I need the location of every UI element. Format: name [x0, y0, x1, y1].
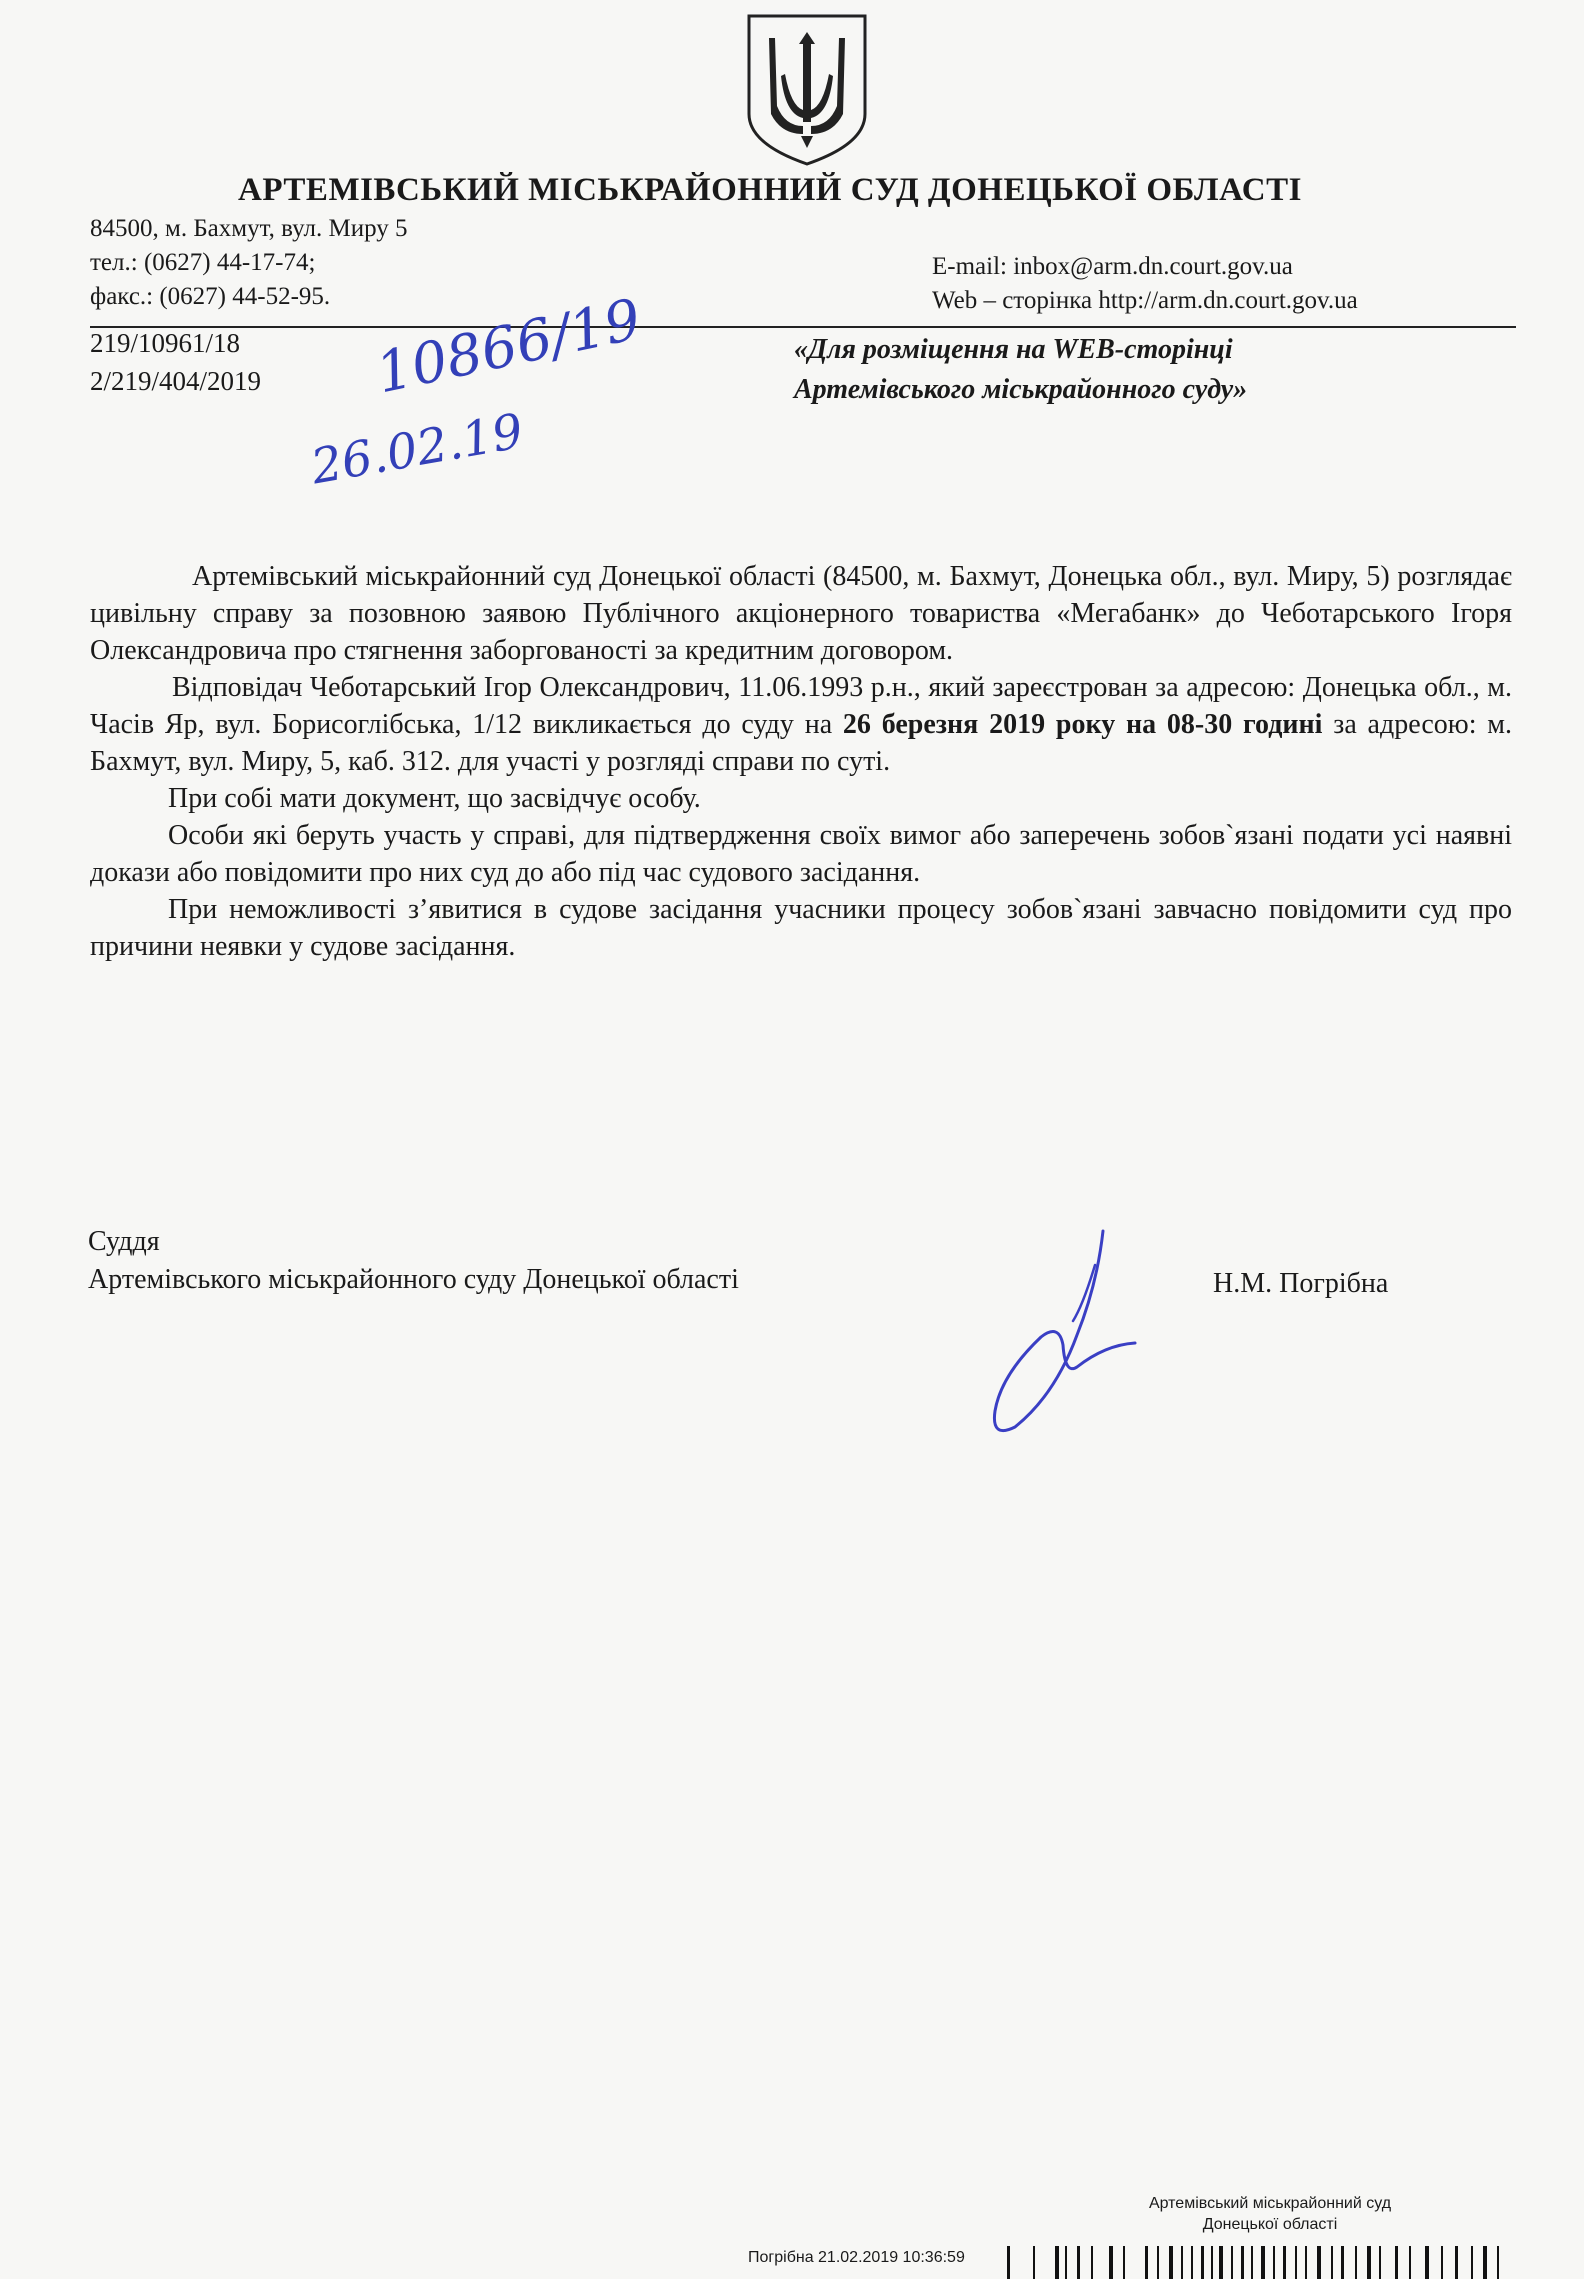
web-note-line-2: Артемівського міськрайонного суду»	[794, 374, 1248, 405]
court-address: 84500, м. Бахмут, вул. Миру 5	[90, 215, 408, 242]
case-references	[90, 324, 261, 400]
footer-court-name	[1090, 2193, 1450, 2235]
case-number: 219/10961/18	[90, 328, 241, 358]
paragraph-id-document: При собі мати документ, що засвідчує особу.	[168, 783, 701, 814]
paragraph-evidence: Особи які беруть участь у справі, для підтвердження своїх вимог або заперечень зобов`язані подати усі наявні докази або повідомити про них суд до або під час судового засідання.	[90, 820, 1512, 888]
court-contacts-left	[90, 212, 408, 314]
judge-handwritten-signature	[985, 1225, 1145, 1445]
document-barcode-icon	[1005, 2242, 1505, 2279]
handwritten-registration-note	[300, 287, 647, 496]
summons-text-start: Відповідач Чеботарський Ігор Олександрович, 11.06.1993 р.н., який зареєстрован за адресою: Донецька обл., м. Часів Яр, вул. Борисоглібська, 1/12 викликається до суду на	[90, 672, 1512, 740]
footer-court-line-2: Донецької області	[1202, 2216, 1338, 2233]
hearing-date: 26 березня 2019 року на 08-30 годині	[842, 709, 1323, 740]
handwritten-number: 10866/19	[370, 287, 647, 407]
court-phone: тел.: (0627) 44-17-74;	[90, 249, 316, 276]
court-contacts-right	[932, 250, 1358, 318]
court-name-heading: АРТЕМІВСЬКИЙ МІСЬКРАЙОННИЙ СУД ДОНЕЦЬКОЇ ОБЛАСТІ	[238, 172, 1302, 208]
paragraph-case-description: Артемівський міськрайонний суд Донецької області (84500, м. Бахмут, Донецька обл., вул. Миру, 5) розглядає цивільну справу за позовною заявою Публічного акціонерного товариства «Мегабанк» до Чеботарського Ігоря Олександровича про стягнення заборгованості за кредитним договором.	[90, 561, 1512, 666]
web-publication-note	[794, 330, 1247, 410]
summons-text-end: за адресою: м. Бахмут, вул. Миру, 5, каб. 312. для участі у розгляді справи по суті.	[90, 709, 1512, 777]
handwritten-date: 26.02.19	[307, 403, 528, 496]
web-note-line-1: «Для розміщення на WEB-сторінці	[794, 334, 1233, 365]
court-web: Web – сторінка http://arm.dn.court.gov.ua	[932, 287, 1358, 314]
court-fax: факс.: (0627) 44-52-95.	[90, 283, 331, 310]
judge-title: Суддя	[88, 1226, 160, 1257]
judge-court: Артемівського міськрайонного суду Донецької області	[88, 1264, 739, 1295]
footer-court-line-1: Артемівський міськрайонний суд	[1148, 2195, 1392, 2212]
summons-body	[90, 558, 1512, 965]
registration-stamp: Погрібна 21.02.2019 10:36:59	[748, 2249, 965, 2266]
paragraph-summons	[90, 669, 1512, 780]
proceeding-number: 2/219/404/2019	[90, 366, 262, 396]
paragraph-absence-notice: При неможливості з’явитися в судове засідання учасники процесу зобов`язані завчасно повідомити суд про причини неявки у судове засідання.	[90, 894, 1512, 962]
judge-signature-block	[88, 1223, 739, 1299]
judge-name: Н.М. Погрібна	[1213, 1268, 1389, 1299]
court-email: E-mail: inbox@arm.dn.court.gov.ua	[932, 253, 1293, 280]
trident-emblem-icon	[745, 14, 869, 166]
